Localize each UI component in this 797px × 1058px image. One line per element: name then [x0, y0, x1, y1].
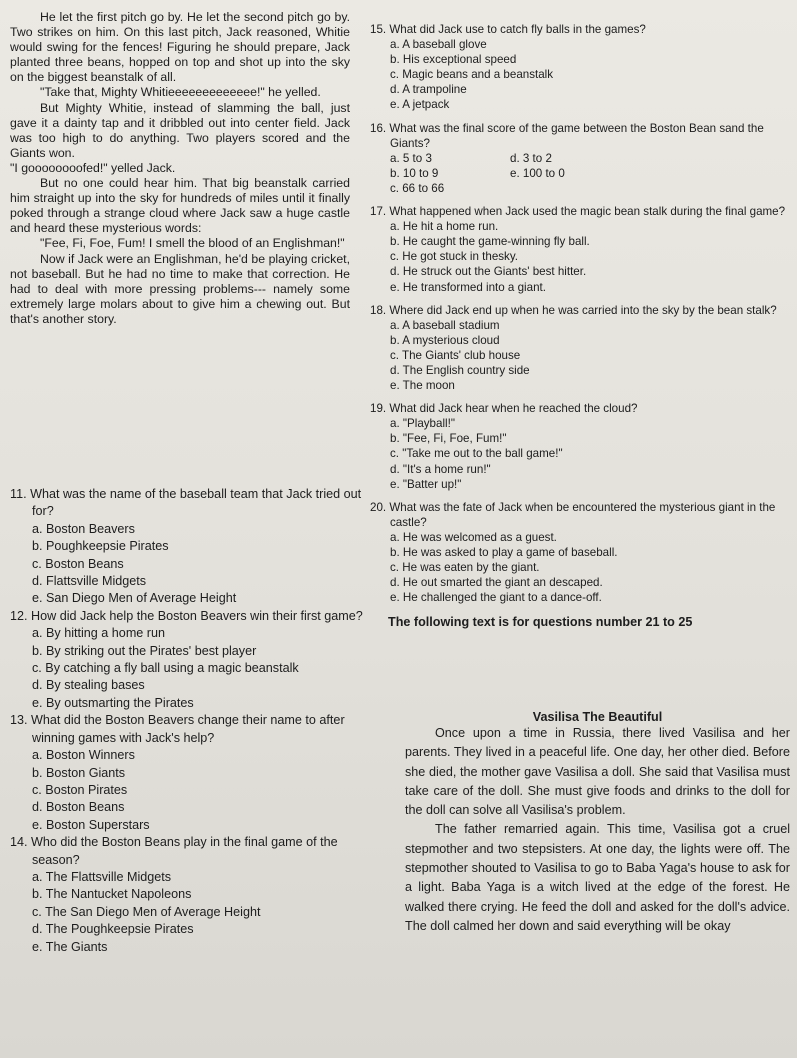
question-stem: 18. Where did Jack end up when he was carried into the sky by the bean stalk?: [370, 303, 777, 317]
answer-option: a. Boston Winners: [32, 748, 135, 763]
story-paragraph: But no one could hear him. That big beanstalk carried him straight up into the sky for hundreds of miles until it finally poked through a strange cloud where Jack saw a huge castle and heard these mysterious words:: [10, 176, 350, 236]
answer-option: c. "Take me out to the ball game!": [390, 447, 563, 461]
answer-option: a. By hitting a home run: [32, 626, 166, 641]
answer-option: b. Boston Giants: [32, 765, 126, 780]
question-13: [10, 712, 370, 834]
answer-option: d. He out smarted the giant an descaped.: [390, 576, 603, 590]
question-stem: 13. What did the Boston Beavers change their name to after winning games with Jack's help?: [10, 713, 345, 745]
story-vasilisa: [405, 710, 790, 936]
answer-option: a. He was welcomed as a guest.: [390, 530, 557, 544]
story-paragraph: The father remarried again. This time, Vasilisa got a cruel stepmother and two stepsisters. At one day, the lights were off. The stepmother shouted to Vasilisa to go to Baba Yaga's house to ask for a light. Baba Yaga is a witch lived at the edge of the forest. He walked there crying. He feed the doll and asked for the doll's advice. The doll calmed her down and said everything will be okay: [405, 822, 790, 933]
story-paragraph: Once upon a time in Russia, there lived Vasilisa and her parents. They lived in a peaceful life. One day, her other died. Before she died, the mother gave Vasilisa a doll. She said that Vasilisa must take care of the doll. She must give foods and drinks to the doll for the doll can solve all Vasilisa's problem.: [405, 726, 790, 818]
answer-option: d. Flattsville Midgets: [32, 574, 147, 589]
answer-option: d. "It's a home run!": [390, 462, 491, 476]
story-paragraph: He let the first pitch go by. He let the second pitch go by. Two strikes on him. On this last pitch, Jack reasoned, Whitie would swing for the fences! Figuring he should prepare, Jack planted three beans, hopped on top and shot up into the sky on the biggest beanstalk of all.: [10, 10, 350, 85]
story-title: Vasilisa The Beautiful: [532, 710, 663, 724]
answer-option: b. "Fee, Fi, Foe, Fum!": [390, 432, 507, 446]
question-12: [10, 608, 370, 712]
question-stem: 16. What was the final score of the game between the Boston Bean sand the Giants?: [370, 121, 764, 150]
answer-option: e. He transformed into a giant.: [390, 280, 546, 294]
answer-option: e. A jetpack: [390, 98, 450, 112]
answer-option: a. 5 to 3: [390, 151, 432, 165]
answer-option: d. He struck out the Giants' best hitter.: [390, 265, 587, 279]
answer-option: c. The Giants' club house: [390, 348, 521, 362]
answer-option: b. He was asked to play a game of baseball.: [390, 546, 618, 559]
answer-option: e. San Diego Men of Average Height: [32, 591, 237, 606]
answer-option: e. 100 to 0: [510, 166, 565, 180]
answer-option: c. Magic beans and a beanstalk: [390, 68, 554, 82]
answer-option: d. 3 to 2: [510, 151, 552, 165]
question-18: [370, 303, 790, 394]
answer-option: b. He caught the game-winning fly ball.: [390, 235, 590, 249]
answer-option: c. Boston Pirates: [32, 782, 128, 797]
answer-option: d. A trampoline: [390, 83, 467, 97]
answer-option: d. The Poughkeepsie Pirates: [32, 922, 194, 937]
answer-option: a. "Playball!": [390, 417, 455, 431]
question-stem: 19. What did Jack hear when he reached the cloud?: [370, 402, 638, 416]
left-question-list: [10, 486, 370, 956]
answer-option: d. By stealing bases: [32, 678, 145, 693]
story-paragraph: "I goooooooofed!" yelled Jack.: [10, 160, 176, 175]
answer-option: c. The San Diego Men of Average Height: [32, 904, 261, 919]
answer-option: b. The Nantucket Napoleons: [32, 887, 192, 902]
question-14: [10, 834, 370, 956]
answer-option: e. By outsmarting the Pirates: [32, 695, 194, 710]
answer-option: c. 66 to 66: [390, 181, 445, 195]
story-paragraph: "Take that, Mighty Whitieeeeeeeeeeeee!" he yelled.: [40, 85, 321, 100]
question-19: [370, 401, 790, 492]
answer-option: a. He hit a home run.: [390, 220, 499, 234]
answer-option: c. He was eaten by the giant.: [390, 561, 540, 575]
answer-option: b. 10 to 9: [390, 166, 439, 180]
section-note: The following text is for questions number 21 to 25: [388, 615, 693, 630]
answer-option: a. A baseball glove: [390, 38, 487, 52]
story-jack-excerpt: [10, 10, 350, 327]
question-17: [370, 204, 790, 295]
answer-option: e. "Batter up!": [390, 477, 462, 491]
answer-option: b. His exceptional speed: [390, 53, 517, 67]
answer-option: e. The Giants: [32, 939, 108, 954]
answer-option: c. By catching a fly ball using a magic beanstalk: [32, 661, 299, 676]
right-question-list: [370, 22, 790, 629]
question-stem: 20. What was the fate of Jack when be encountered the mysterious giant in the castle?: [370, 500, 776, 529]
question-16: [370, 121, 790, 196]
answer-option: [510, 181, 650, 196]
answer-option: a. A baseball stadium: [390, 318, 500, 332]
answer-option: b. By striking out the Pirates' best player: [32, 643, 257, 658]
story-paragraph: Now if Jack were an Englishman, he'd be playing cricket, not baseball. But he had no time to make that correction. He had to deal with more pressing problems--- namely some extremely large molars about to give him a chewing out. But that's another story.: [10, 251, 350, 326]
answer-option: a. The Flattsville Midgets: [32, 869, 172, 884]
question-stem: 12. How did Jack help the Boston Beavers win their first game?: [10, 608, 363, 623]
question-11: [10, 486, 370, 608]
answer-option: a. Boston Beavers: [32, 521, 135, 536]
question-stem: 11. What was the name of the baseball team that Jack tried out for?: [10, 487, 362, 519]
question-stem: 14. Who did the Boston Beans play in the final game of the season?: [10, 835, 338, 867]
story-paragraph: But Mighty Whitie, instead of slamming the ball, just gave it a dainty tap and it dribbled out into center field. Jack was too high to do anything. Two players scored and the Giants won.: [10, 100, 350, 160]
question-stem: 15. What did Jack use to catch fly balls in the games?: [370, 23, 646, 36]
answer-option: e. The moon: [390, 379, 455, 393]
question-20: [370, 500, 790, 606]
answer-option: d. Boston Beans: [32, 800, 125, 815]
answer-option: b. A mysterious cloud: [390, 333, 500, 347]
question-15: [370, 22, 790, 113]
story-paragraph: "Fee, Fi, Foe, Fum! I smell the blood of an Englishman!": [40, 236, 345, 251]
answer-option: b. Poughkeepsie Pirates: [32, 539, 169, 554]
question-stem: 17. What happened when Jack used the magic bean stalk during the final game?: [370, 205, 786, 219]
answer-option: e. Boston Superstars: [32, 817, 150, 832]
answer-option: c. Boston Beans: [32, 556, 124, 571]
answer-option: e. He challenged the giant to a dance-off.: [390, 591, 602, 605]
answer-option: d. The English country side: [390, 363, 530, 377]
answer-option: c. He got stuck in thesky.: [390, 250, 519, 264]
answer-grid: [370, 151, 790, 196]
